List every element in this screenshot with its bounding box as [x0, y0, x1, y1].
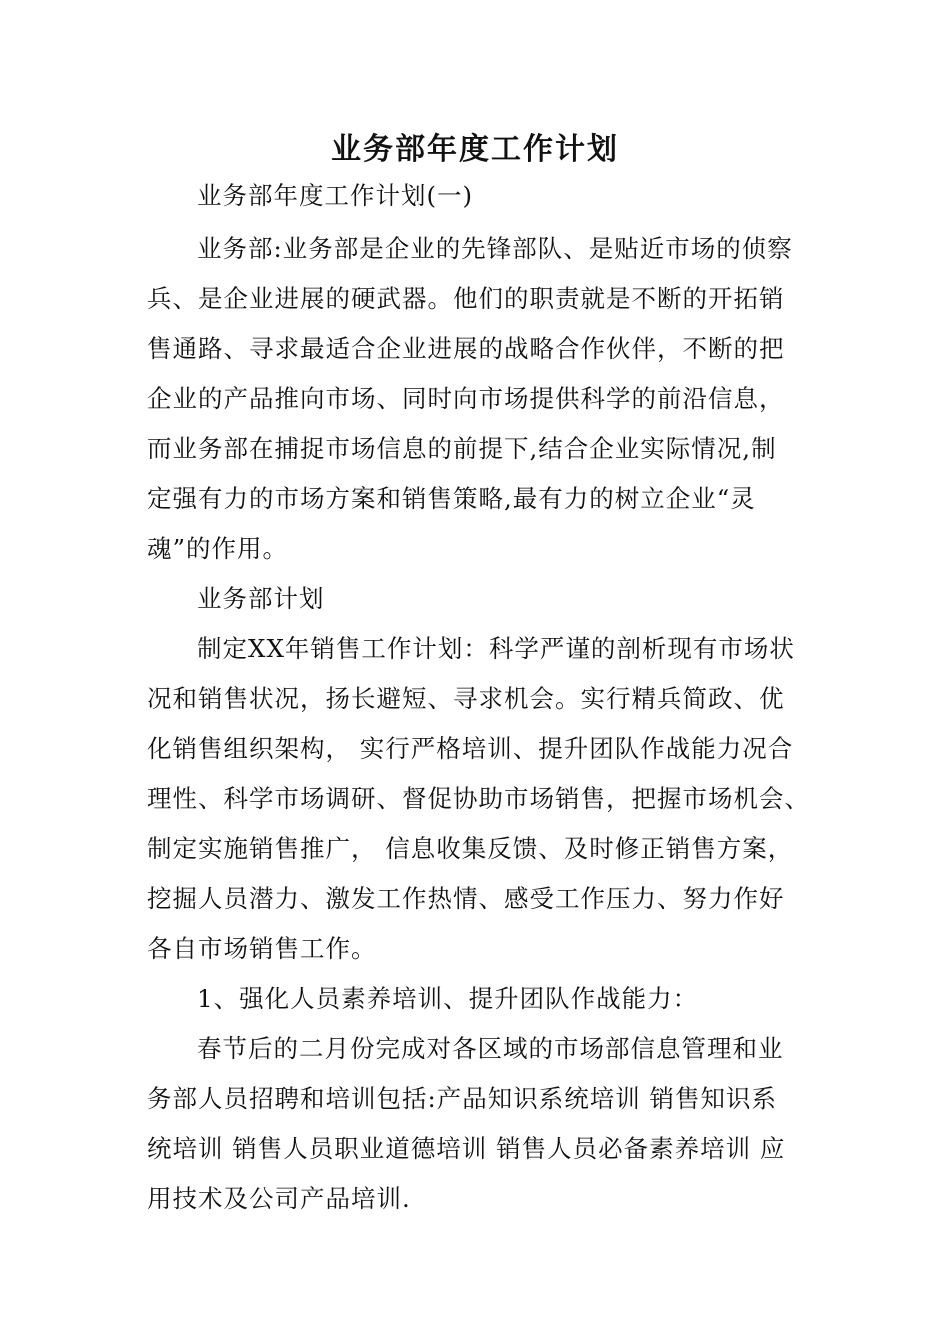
- paragraph-line: 而业务部在捕捉市场信息的前提下,结合企业实际情况,制: [147, 434, 777, 463]
- section-heading-plan-one: 业务部年度工作计划(一): [197, 181, 474, 210]
- paragraph-line: 统培训 销售人员职业道德培训 销售人员必备素养培训 应: [147, 1134, 786, 1163]
- paragraph-line: 各自市场销售工作。: [147, 934, 377, 963]
- paragraph-line: 用技术及公司产品培训.: [147, 1184, 411, 1213]
- paragraph-line: 售通路、寻求最适合企业进展的战略合作伙伴，不断的把: [147, 334, 785, 363]
- document-title: 业务部年度工作计划: [331, 132, 619, 167]
- paragraph-line: 定强有力的市场方案和销售策略,最有力的树立企业“灵: [147, 484, 756, 513]
- paragraph-line: 务部人员招聘和培训包括:产品知识系统培训 销售知识系: [147, 1084, 778, 1113]
- paragraph-line: 挖掘人员潜力、激发工作热情、感受工作压力、努力作好: [147, 884, 785, 913]
- paragraph-line: 制定实施销售推广， 信息收集反馈、及时修正销售方案，: [147, 834, 794, 863]
- section-heading-plan: 业务部计划: [197, 584, 325, 613]
- paragraph-line: 企业的产品推向市场、同时向市场提供科学的前沿信息，: [147, 384, 785, 413]
- paragraph-line: 制定XX年销售工作计划：科学严谨的剖析现有市场状: [197, 634, 795, 663]
- paragraph-line: 理性、科学市场调研、督促协助市场销售，把握市场机会、: [147, 784, 810, 813]
- paragraph-line: 魂”的作用。: [147, 534, 289, 563]
- paragraph-line: 业务部:业务部是企业的先锋部队、是贴近市场的侦察: [197, 234, 793, 263]
- paragraph-line: 兵、是企业进展的硬武器。他们的职责就是不断的开拓销: [147, 284, 785, 313]
- paragraph-line: 春节后的二月份完成对各区域的市场部信息管理和业: [197, 1034, 784, 1063]
- paragraph-line: 况和销售状况，扬长避短、寻求机会。实行精兵简政、优: [147, 684, 785, 713]
- paragraph-line: 化销售组织架构， 实行严格培训、提升团队作战能力况合: [147, 734, 794, 763]
- list-item-heading: 1、强化人员素养培训、提升团队作战能力：: [197, 984, 699, 1013]
